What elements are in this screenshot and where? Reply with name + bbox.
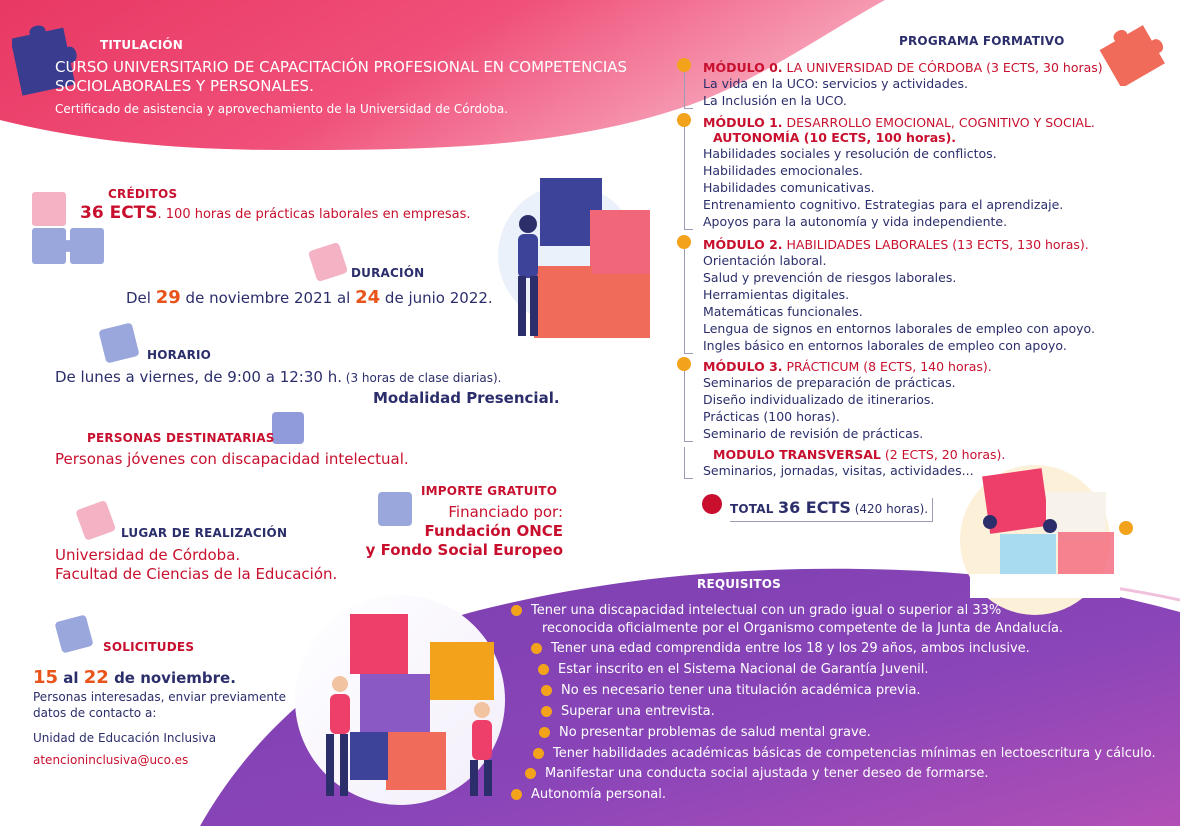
- module-0-title: MÓDULO 0. LA UNIVERSIDAD DE CÓRDOBA (3 ECTS, 30 horas): [703, 60, 1103, 75]
- solicitudes-info: Personas interesadas, enviar previamente datos de contacto a:: [33, 690, 287, 720]
- horario-label: HORARIO: [147, 348, 212, 362]
- team-puzzle-illustration: [966, 462, 1146, 612]
- list-item: Seminarios de preparación de prácticas.: [703, 375, 956, 390]
- list-item: Lengua de signos en entornos laborales de empleo con apoyo.: [703, 321, 1095, 336]
- puzzle-pieces-icon: [28, 188, 110, 270]
- module-2-title: MÓDULO 2. HABILIDADES LABORALES (13 ECTS, 130 horas).: [703, 237, 1089, 252]
- importe-label: IMPORTE GRATUITO: [421, 484, 558, 498]
- creditos-label: CRÉDITOS: [108, 187, 178, 201]
- list-item: Tener una edad comprendida entre los 18 y los 29 años, ambos inclusive.: [551, 641, 1030, 656]
- list-item: reconocida oficialmente por el Organismo competente de la Junta de Andalucía.: [542, 621, 1064, 636]
- duracion-value: Del 29 de noviembre 2021 al 24 de junio 2022.: [126, 287, 493, 308]
- list-item: La Inclusión en la UCO.: [703, 93, 847, 108]
- requisitos-label: REQUISITOS: [697, 577, 781, 591]
- module-3: [684, 359, 992, 442]
- list-item: Habilidades emocionales.: [703, 163, 863, 178]
- bullet-icon: [677, 113, 691, 127]
- bullet-icon: [677, 58, 691, 72]
- module-transversal-title: MODULO TRANSVERSAL (2 ECTS, 20 horas).: [713, 447, 1006, 462]
- list-item: Manifestar una conducta social ajustada y tener deseo de formarse.: [545, 766, 989, 781]
- list-item: Tener una discapacidad intelectual con un grado igual o superior al 33%: [531, 603, 1001, 618]
- list-item: Habilidades sociales y resolución de conflictos.: [703, 146, 997, 161]
- list-item: No es necesario tener una titulación académica previa.: [561, 683, 921, 698]
- list-item: Diseño individualizado de itinerarios.: [703, 392, 935, 407]
- puzzle-piece-icon: [52, 612, 96, 656]
- creditos-value: 36 ECTS. 100 horas de prácticas laborales en empresas.: [80, 203, 471, 223]
- list-item: Ingles básico en entornos laborales de empleo con apoyo.: [703, 338, 1067, 353]
- list-item: La vida en la UCO: servicios y actividades.: [703, 76, 968, 91]
- list-item: Herramientas digitales.: [703, 287, 850, 302]
- unit-name: Unidad de Educación Inclusiva: [33, 731, 217, 745]
- puzzle-piece-icon: [96, 320, 142, 366]
- module-1-title-2: AUTONOMÍA (10 ECTS, 100 horas).: [713, 130, 957, 145]
- programa-label: PROGRAMA FORMATIVO: [899, 34, 1065, 48]
- list-item: Tener habilidades académicas básicas de competencias mínimas en lectoescritura y cálculo.: [553, 746, 1156, 761]
- module-2: [684, 237, 1095, 354]
- list-item: No presentar problemas de salud mental grave.: [559, 725, 871, 740]
- list-item: Entrenamiento cognitivo. Estrategias para el aprendizaje.: [703, 197, 1064, 212]
- bullet-icon: [677, 357, 691, 371]
- list-item: Habilidades comunicativas.: [703, 180, 875, 195]
- module-1: [684, 115, 1095, 230]
- course-title: [55, 58, 627, 96]
- course-title-line-2: SOCIOLABORALES Y PERSONALES.: [55, 77, 314, 95]
- list-item: Orientación laboral.: [703, 253, 827, 268]
- email-link[interactable]: atencioninclusiva@uco.es: [33, 753, 189, 767]
- list-item: Salud y prevención de riesgos laborales.: [703, 270, 957, 285]
- puzzle-piece-icon: [74, 498, 120, 544]
- list-item: Matemáticas funcionales.: [703, 304, 863, 319]
- solicitudes-label: SOLICITUDES: [103, 640, 195, 654]
- list-item: Superar una entrevista.: [561, 704, 715, 719]
- list-item: Seminarios, jornadas, visitas, actividades...: [703, 463, 974, 478]
- total-bullet-icon: [702, 494, 722, 514]
- module-transversal: [684, 447, 1005, 479]
- destinatarias-label: PERSONAS DESTINATARIAS: [87, 431, 275, 445]
- puzzle-building-illustration: [306, 606, 516, 802]
- horario-text: De lunes a viernes, de 9:00 a 12:30 h. (3 horas de clase diarias).: [55, 368, 502, 386]
- course-title-line-1: CURSO UNIVERSITARIO DE CAPACITACIÓN PROFESIONAL EN COMPETENCIAS: [55, 58, 628, 76]
- modalidad-text: Modalidad Presencial.: [373, 389, 560, 407]
- module-1-title: MÓDULO 1. DESARROLLO EMOCIONAL, COGNITIVO Y SOCIAL.: [703, 115, 1095, 130]
- importe-text: Financiado por: Fundación ONCE y Fondo Social Europeo: [365, 503, 563, 559]
- list-item: Autonomía personal.: [531, 787, 666, 802]
- module-3-title: MÓDULO 3. PRÁCTICUM (8 ECTS, 140 horas).: [703, 359, 992, 374]
- destinatarias-text: Personas jóvenes con discapacidad intelectual.: [55, 450, 409, 468]
- puzzle-piece-icon: [306, 240, 350, 284]
- puzzle-piece-icon: [1098, 16, 1168, 86]
- lugar-label: LUGAR DE REALIZACIÓN: [121, 526, 288, 540]
- certificate-text: Certificado de asistencia y aprovechamiento de la Universidad de Córdoba.: [55, 102, 509, 116]
- module-0: [684, 60, 1103, 109]
- list-item: Apoyos para la autonomía y vida independiente.: [703, 214, 1008, 229]
- bullet-icon: [677, 235, 691, 249]
- person-puzzle-illustration: [490, 170, 660, 340]
- titulacion-label: TITULACIÓN: [100, 38, 184, 52]
- list-item: Prácticas (100 horas).: [703, 409, 840, 424]
- list-item: Estar inscrito en el Sistema Nacional de Garantía Juvenil.: [558, 662, 929, 677]
- list-item: Seminario de revisión de prácticas.: [703, 426, 924, 441]
- solicitudes-dates: 15 al 22 de noviembre.: [33, 667, 236, 688]
- total-ects: TOTAL 36 ECTS (420 horas).: [730, 498, 933, 522]
- lugar-text: Universidad de Córdoba. Facultad de Ciencias de la Educación.: [55, 546, 338, 583]
- duracion-label: DURACIÓN: [351, 266, 425, 280]
